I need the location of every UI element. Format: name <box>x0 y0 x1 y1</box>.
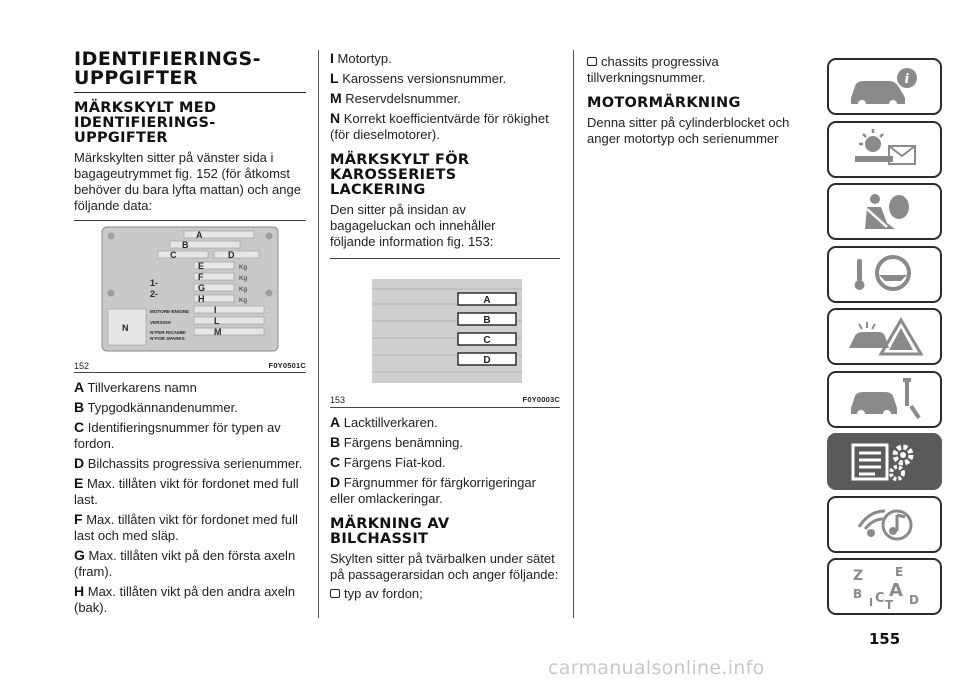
plate-ricambi-label-1: N°PER RICAMBI <box>150 330 186 335</box>
paint-box-b: B <box>483 315 491 326</box>
figure-152-bottom-rule <box>74 372 306 373</box>
plate-legend-list-continued <box>330 50 560 143</box>
tab-safety[interactable] <box>827 183 942 240</box>
legend-item: G Max. tillåten vikt på den första axeln (fram). <box>74 547 296 579</box>
figure-153-code: F0Y0003C <box>522 395 560 404</box>
index-letter-a: A <box>888 579 903 601</box>
plate-kg-3: Kg <box>239 286 247 293</box>
plate-axle-2: 2- <box>150 289 159 299</box>
legend-item: F Max. tillåten vikt för fordonet med full last och med släp. <box>74 511 298 543</box>
chassis-marking-text: Skylten sitter på tvärbalken under sätet på passagerarsidan och anger följande: <box>330 551 559 582</box>
index-letter-i: I <box>868 595 873 609</box>
index-letter-e: E <box>894 564 903 579</box>
safety-airbag-icon <box>845 189 925 235</box>
legend-item: M Reservdelsnummer. <box>330 90 461 106</box>
legend-item: A Tillverkarens namn <box>74 379 197 395</box>
column-divider-2 <box>573 50 574 618</box>
multimedia-icon <box>845 501 925 547</box>
paint-box-a: A <box>483 295 491 306</box>
section-title-identification-plate: MÄRKSKYLT MED IDENTIFIERINGS-UPPGIFTER <box>74 100 217 146</box>
index-letter-t: T <box>884 597 893 610</box>
watermark: carmanualsonline.info <box>548 657 765 679</box>
paint-legend-list <box>330 414 560 507</box>
legend-item: L Karossens versionsnummer. <box>330 70 507 86</box>
plate-motore-label: MOTORE-ENGINE <box>150 309 190 314</box>
alphabetical-index-icon <box>845 564 925 610</box>
tab-service[interactable] <box>827 371 942 428</box>
paint-plate-text: Den sitter på insidan av bagageluckan och innehåller följande information fig. 153: <box>330 202 496 249</box>
plate-label-b: B <box>182 240 189 250</box>
plate-legend-list <box>74 379 306 616</box>
warning-triangle-icon <box>845 314 925 360</box>
plate-label-e: E <box>198 261 205 271</box>
plate-label-h: H <box>198 294 205 304</box>
plate-ricambi-label-2: N°FOR SPARES <box>150 336 185 341</box>
section-title-engine-marking: MOTORMÄRKNING <box>587 95 741 111</box>
tab-technical-data[interactable] <box>827 433 942 490</box>
plate-kg-2: Kg <box>239 275 247 282</box>
plate-label-a: A <box>196 230 203 240</box>
figure-152-number: 152 <box>74 361 90 371</box>
legend-item: H Max. tillåten vikt på den andra axeln (bak). <box>74 583 296 615</box>
bullet-item: chassits progressiva tillverkningsnummer. <box>587 54 719 85</box>
plate-label-f: F <box>198 272 204 282</box>
legend-item: B Färgens benämning. <box>330 434 463 450</box>
legend-item: I Motortyp. <box>330 50 392 66</box>
section-title-paint-plate: MÄRKSKYLT FÖR KAROSSERIETS LACKERING <box>330 152 470 198</box>
section-title-chassis-marking: MÄRKNING AV BILCHASSIT <box>330 516 450 547</box>
index-letter-b: B <box>852 586 862 601</box>
bullet-item: typ av fordon; <box>330 586 560 602</box>
paint-box-d: D <box>483 355 491 366</box>
tab-index[interactable] <box>827 558 942 615</box>
checkbox-bullet-icon <box>587 57 597 66</box>
title-rule <box>74 92 306 93</box>
column-3 <box>587 50 817 147</box>
legend-item: A Lacktillverkaren. <box>330 414 438 430</box>
plate-label-l: L <box>214 316 220 326</box>
figure-152 <box>74 220 306 370</box>
car-info-icon <box>845 64 925 110</box>
plate-kg-1: Kg <box>239 264 247 271</box>
checkbox-bullet-icon <box>330 589 340 598</box>
identification-plate-image <box>74 221 306 359</box>
plate-label-m: M <box>214 327 222 337</box>
plate-version-label: VERSION <box>150 320 171 325</box>
steering-wheel-key-icon <box>845 251 925 297</box>
paint-plate-image <box>330 259 560 393</box>
tab-multimedia[interactable] <box>827 496 942 553</box>
tab-emergency[interactable] <box>827 308 942 365</box>
column-divider-1 <box>318 50 319 618</box>
engine-marking-text: Denna sitter på cylinderblocket och anger motortyp och serienummer <box>587 115 790 146</box>
legend-item: D Bilchassits progressiva serienummer. <box>74 455 303 471</box>
index-letter-d: D <box>908 592 919 607</box>
car-service-icon <box>845 376 925 422</box>
plate-label-n: N <box>122 323 129 333</box>
svg-text:i: i <box>904 71 909 87</box>
figure-152-caption <box>74 359 306 371</box>
index-letter-z: Z <box>852 567 863 584</box>
figure-153-number: 153 <box>330 395 346 405</box>
figure-153-bottom-rule <box>330 407 560 408</box>
technical-data-icon <box>845 439 925 485</box>
legend-item: E Max. tillåten vikt för fordonet med full last. <box>74 475 299 507</box>
chapter-tabs <box>827 58 942 621</box>
page-number: 155 <box>868 630 901 648</box>
tab-starting-driving[interactable] <box>827 246 942 303</box>
legend-item: C Identifieringsnummer för typen av fordon. <box>74 419 281 451</box>
identification-plate-intro: Märkskylten sitter på vänster sida i bagageutrymmet fig. 152 (för åtkomst behöver du bara lyfta mattan) och ange följande data: <box>74 150 301 213</box>
figure-153 <box>330 258 560 405</box>
tab-car-info[interactable] <box>827 58 942 115</box>
plate-label-i: I <box>214 305 217 315</box>
legend-item: C Färgens Fiat-kod. <box>330 454 446 470</box>
page-title: IDENTIFIERINGS-UPPGIFTER <box>74 48 262 89</box>
legend-item: B Typgodkännandenummer. <box>74 399 238 415</box>
plate-axle-1: 1- <box>150 278 159 288</box>
index-letter-c: C <box>874 590 885 606</box>
plate-kg-4: Kg <box>239 297 247 304</box>
column-2 <box>330 50 560 602</box>
column-1 <box>74 50 306 616</box>
dashboard-lights-icon <box>845 126 925 172</box>
legend-item: N Korrekt koefficientvärde för rökighet (för dieselmotorer). <box>330 110 549 142</box>
paint-box-c: C <box>483 335 491 346</box>
plate-label-g: G <box>198 283 206 293</box>
plate-label-d: D <box>228 250 235 260</box>
plate-label-c: C <box>170 250 177 260</box>
legend-item: D Färgnummer för färgkorrigeringar eller omlackeringar. <box>330 474 536 506</box>
tab-dashboard[interactable] <box>827 121 942 178</box>
figure-152-code: F0Y0501C <box>268 361 306 370</box>
figure-153-caption <box>330 393 560 405</box>
